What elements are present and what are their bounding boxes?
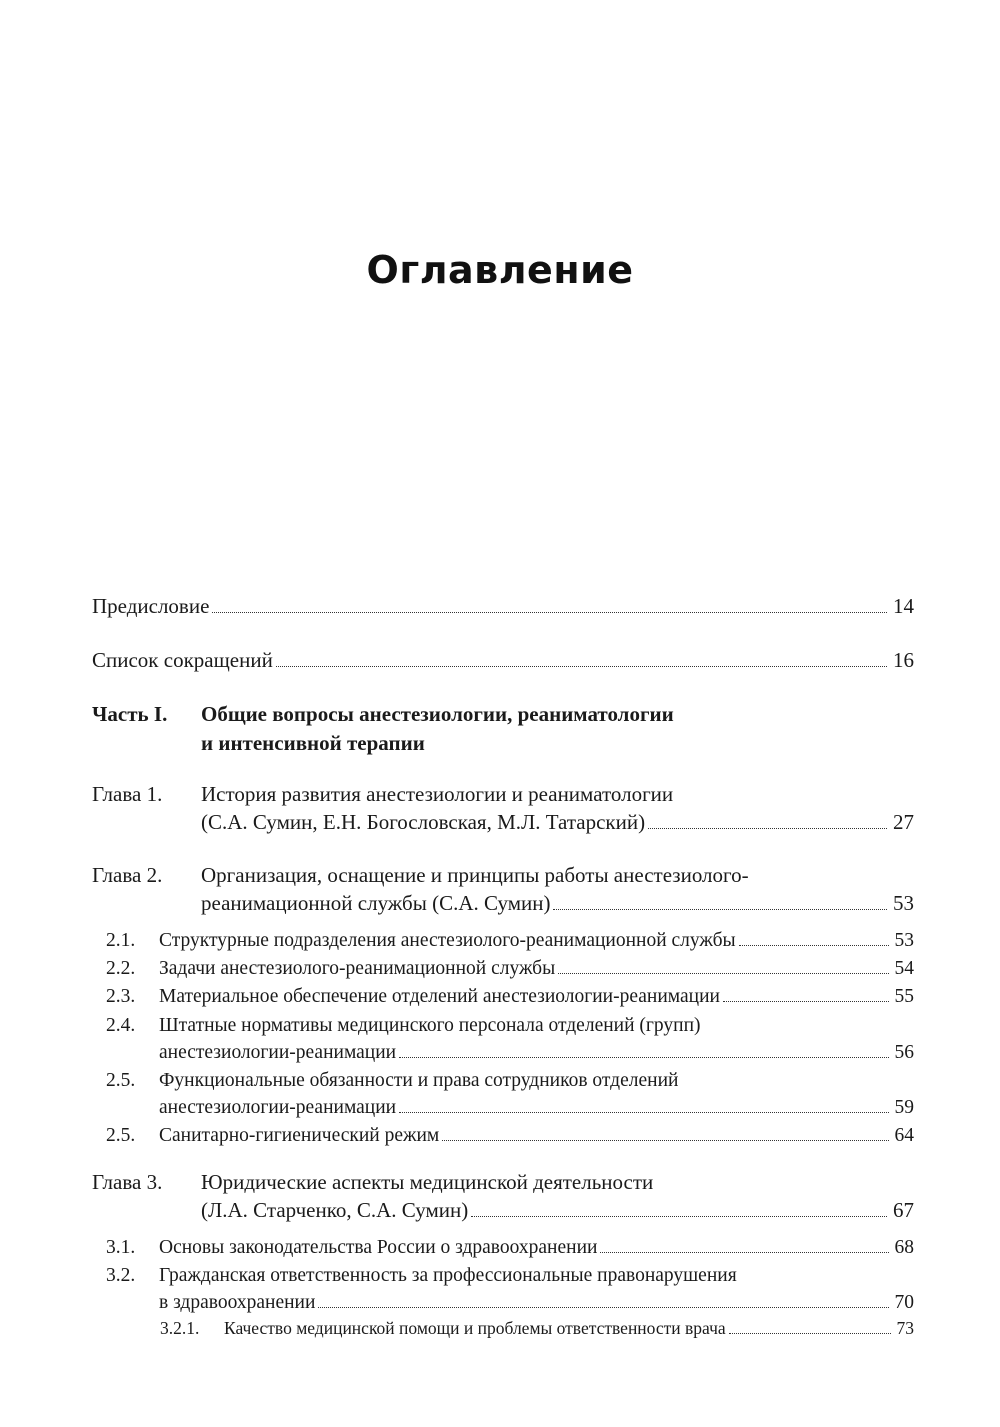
section-title: Структурные подразделения анестезиолого-реанимационной службы bbox=[159, 930, 736, 951]
section-title: Материальное обеспечение отделений анестезиологии-реанимации bbox=[159, 986, 720, 1007]
toc-page-number: 73 bbox=[896, 1318, 914, 1338]
toc-subsection-3-2-1[interactable] bbox=[160, 1316, 914, 1341]
toc-section-3-1[interactable] bbox=[106, 1234, 914, 1261]
toc-chapter-1[interactable] bbox=[92, 780, 914, 836]
chapter-label: Глава 1. bbox=[92, 782, 163, 806]
toc-part-1[interactable] bbox=[92, 700, 914, 758]
dot-leader bbox=[600, 1252, 888, 1253]
toc-page-number: 56 bbox=[894, 1042, 914, 1063]
toc-section-3-2[interactable] bbox=[106, 1262, 914, 1316]
dot-leader bbox=[399, 1057, 888, 1058]
toc-section-2-4[interactable] bbox=[106, 1012, 914, 1066]
part-label: Часть I. bbox=[92, 702, 168, 726]
dot-leader bbox=[648, 828, 887, 829]
toc-page-number: 53 bbox=[893, 891, 914, 915]
toc-section-2-3[interactable] bbox=[106, 983, 914, 1010]
toc-chapter-2[interactable] bbox=[92, 861, 914, 917]
toc-section-2-1[interactable] bbox=[106, 927, 914, 954]
section-title: Санитарно-гигиенический режим bbox=[159, 1125, 440, 1146]
dot-leader bbox=[553, 909, 887, 910]
toc-entry-text: Предисловие bbox=[92, 594, 210, 618]
toc-page-number: 53 bbox=[894, 930, 914, 951]
toc-page-number: 55 bbox=[894, 986, 914, 1007]
toc-page-number: 59 bbox=[894, 1097, 914, 1118]
chapter-title-line-2: (Л.А. Старченко, С.А. Сумин) bbox=[201, 1198, 469, 1222]
section-title: анестезиологии-реанимации bbox=[159, 1097, 397, 1118]
toc-section-2-5[interactable] bbox=[106, 1067, 914, 1121]
section-title: Основы законодательства России о здравоохранении bbox=[159, 1237, 598, 1258]
section-number: 3.1. bbox=[106, 1237, 136, 1258]
toc-page-number: 68 bbox=[894, 1237, 914, 1258]
section-title-line-1: Штатные нормативы медицинского персонала отделений (групп) bbox=[159, 1015, 701, 1036]
part-title-line-2: и интенсивной терапии bbox=[201, 731, 425, 755]
dot-leader bbox=[212, 612, 887, 613]
dot-leader bbox=[739, 945, 889, 946]
toc-page-number: 70 bbox=[894, 1292, 914, 1313]
chapter-label: Глава 2. bbox=[92, 863, 163, 887]
toc-page-number: 64 bbox=[894, 1125, 914, 1146]
chapter-title-line-2: реанимационной службы (С.А. Сумин) bbox=[201, 891, 551, 915]
toc-section-2-2[interactable] bbox=[106, 955, 914, 982]
section-number: 2.2. bbox=[106, 958, 136, 979]
chapter-title-line-1: Юридические аспекты медицинской деятельности bbox=[201, 1170, 654, 1194]
toc-entry-preface[interactable] bbox=[92, 592, 914, 620]
dot-leader bbox=[471, 1216, 887, 1217]
section-title-line-1: Функциональные обязанности и права сотрудников отделений bbox=[159, 1070, 679, 1091]
toc-page-number: 67 bbox=[893, 1198, 914, 1222]
section-title: анестезиологии-реанимации bbox=[159, 1042, 397, 1063]
toc-page-number: 27 bbox=[893, 810, 914, 834]
toc-entry-text: Список сокращений bbox=[92, 648, 273, 672]
toc-page-number: 16 bbox=[893, 648, 914, 672]
dot-leader bbox=[729, 1333, 891, 1334]
chapter-title-line-1: История развития анестезиологии и реаниматологии bbox=[201, 782, 674, 806]
toc-page-number: 14 bbox=[893, 594, 914, 618]
chapter-title-line-1: Организация, оснащение и принципы работы анестезиолого- bbox=[201, 863, 749, 887]
section-number: 2.4. bbox=[106, 1015, 136, 1036]
chapter-label: Глава 3. bbox=[92, 1170, 163, 1194]
part-title-line-1: Общие вопросы анестезиологии, реаниматологии bbox=[201, 702, 674, 726]
dot-leader bbox=[442, 1140, 888, 1141]
section-title: Задачи анестезиолого-реанимационной службы bbox=[159, 958, 556, 979]
toc-section-2-6[interactable] bbox=[106, 1122, 914, 1149]
dot-leader bbox=[723, 1001, 889, 1002]
section-title: в здравоохранении bbox=[159, 1292, 316, 1313]
chapter-title-line-2: (С.А. Сумин, Е.Н. Богословская, М.Л. Татарский) bbox=[201, 810, 646, 834]
dot-leader bbox=[276, 666, 887, 667]
toc-page-number: 54 bbox=[894, 958, 914, 979]
subsection-number: 3.2.1. bbox=[160, 1318, 200, 1338]
section-number: 3.2. bbox=[106, 1265, 136, 1286]
section-number: 2.3. bbox=[106, 986, 136, 1007]
section-number: 2.5. bbox=[106, 1070, 136, 1091]
section-number: 2.5. bbox=[106, 1125, 136, 1146]
dot-leader bbox=[399, 1112, 888, 1113]
toc-entry-abbreviations[interactable] bbox=[92, 646, 914, 674]
section-title-line-1: Гражданская ответственность за профессиональные правонарушения bbox=[159, 1265, 737, 1286]
subsection-title: Качество медицинской помощи и проблемы ответственности врача bbox=[224, 1318, 726, 1338]
toc-chapter-3[interactable] bbox=[92, 1168, 914, 1224]
dot-leader bbox=[318, 1307, 888, 1308]
section-number: 2.1. bbox=[106, 930, 136, 951]
dot-leader bbox=[558, 973, 888, 974]
page-title: Оглавление bbox=[366, 248, 634, 292]
